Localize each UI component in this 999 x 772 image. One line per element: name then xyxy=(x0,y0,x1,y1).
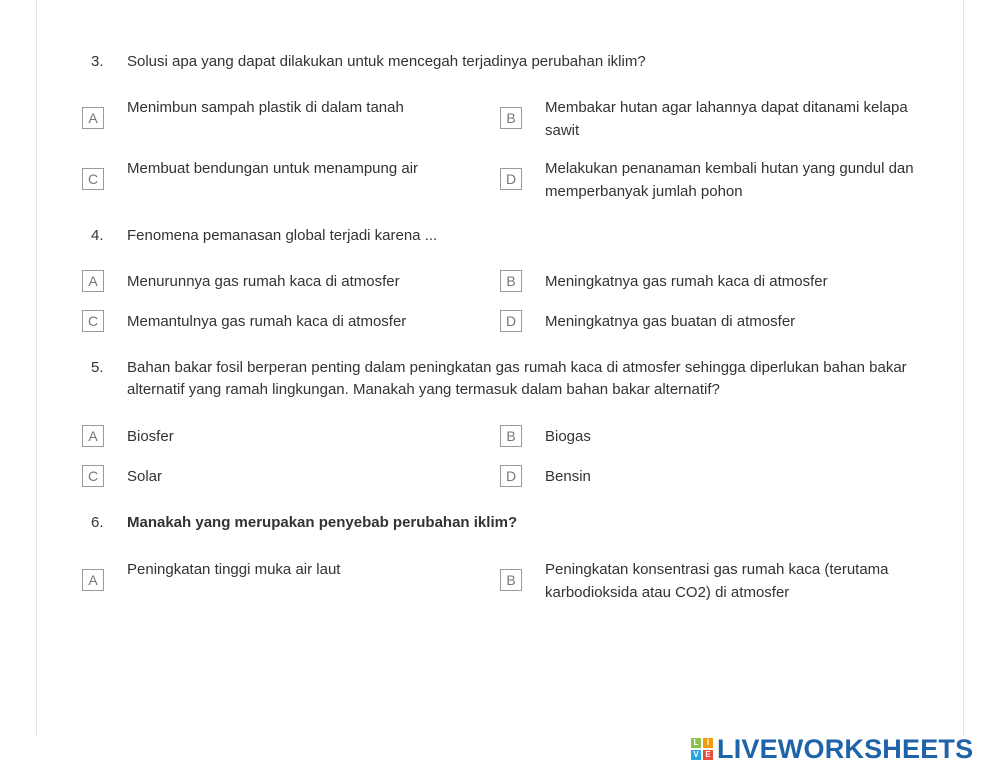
option-text: Peningkatan tinggi muka air laut xyxy=(127,561,341,578)
option-text: Membuat bendungan untuk menampung air xyxy=(127,160,419,177)
question-number: 6. xyxy=(91,514,104,531)
option-text: Meningkatnya gas buatan di atmosfer xyxy=(545,313,796,330)
option-text: Peningkatan konsentrasi gas rumah kaca (terutama karbodioksida atau CO2) di atmosfer xyxy=(545,561,889,601)
logo-grid-icon xyxy=(691,738,713,760)
logo-square-v: V xyxy=(691,750,701,760)
logo-square-i: I xyxy=(703,738,713,748)
answer-box[interactable]: A xyxy=(82,425,104,447)
answer-box[interactable]: D xyxy=(500,310,522,332)
answer-box[interactable]: B xyxy=(500,107,522,129)
answer-box[interactable]: A xyxy=(82,270,104,292)
logo-text: LIVEWORKSHEETS xyxy=(717,733,974,764)
question-text: Bahan bakar fosil berperan penting dalam peningkatan gas rumah kaca di atmosfer sehingga diperlukan bahan bakar alternatif yang ramah lingkungan. Manakah yang termasuk dalam bahan bakar alternatif? xyxy=(127,359,907,398)
option-text: Menimbun sampah plastik di dalam tanah xyxy=(127,99,404,116)
question-text: Solusi apa yang dapat dilakukan untuk mencegah terjadinya perubahan iklim? xyxy=(127,53,646,70)
question-text: Fenomena pemanasan global terjadi karena ... xyxy=(127,227,438,244)
question-text: Manakah yang merupakan penyebab perubahan iklim? xyxy=(127,514,518,531)
logo-square-e: E xyxy=(703,750,713,760)
answer-box[interactable]: C xyxy=(82,310,104,332)
liveworksheets-logo xyxy=(691,734,973,764)
option-text: Memantulnya gas rumah kaca di atmosfer xyxy=(127,313,407,330)
option-text: Meningkatnya gas rumah kaca di atmosfer xyxy=(545,273,828,290)
option-text: Membakar hutan agar lahannya dapat ditanami kelapa sawit xyxy=(545,99,908,139)
answer-box[interactable]: B xyxy=(500,425,522,447)
option-text: Solar xyxy=(127,468,163,485)
option-text: Menurunnya gas rumah kaca di atmosfer xyxy=(127,273,400,290)
option-text: Biosfer xyxy=(127,428,174,445)
answer-box[interactable]: A xyxy=(82,107,104,129)
answer-box[interactable]: B xyxy=(500,569,522,591)
option-text: Melakukan penanaman kembali hutan yang gundul dan memperbanyak jumlah pohon xyxy=(545,160,914,200)
option-text: Bensin xyxy=(545,468,591,485)
answer-box[interactable]: C xyxy=(82,168,104,190)
answer-box[interactable]: D xyxy=(500,465,522,487)
logo-square-l: L xyxy=(691,738,701,748)
question-number: 3. xyxy=(91,53,104,70)
answer-box[interactable]: B xyxy=(500,270,522,292)
option-text: Biogas xyxy=(545,428,591,445)
question-number: 5. xyxy=(91,359,104,376)
answer-box[interactable]: D xyxy=(500,168,522,190)
question-number: 4. xyxy=(91,227,104,244)
answer-box[interactable]: A xyxy=(82,569,104,591)
answer-box[interactable]: C xyxy=(82,465,104,487)
